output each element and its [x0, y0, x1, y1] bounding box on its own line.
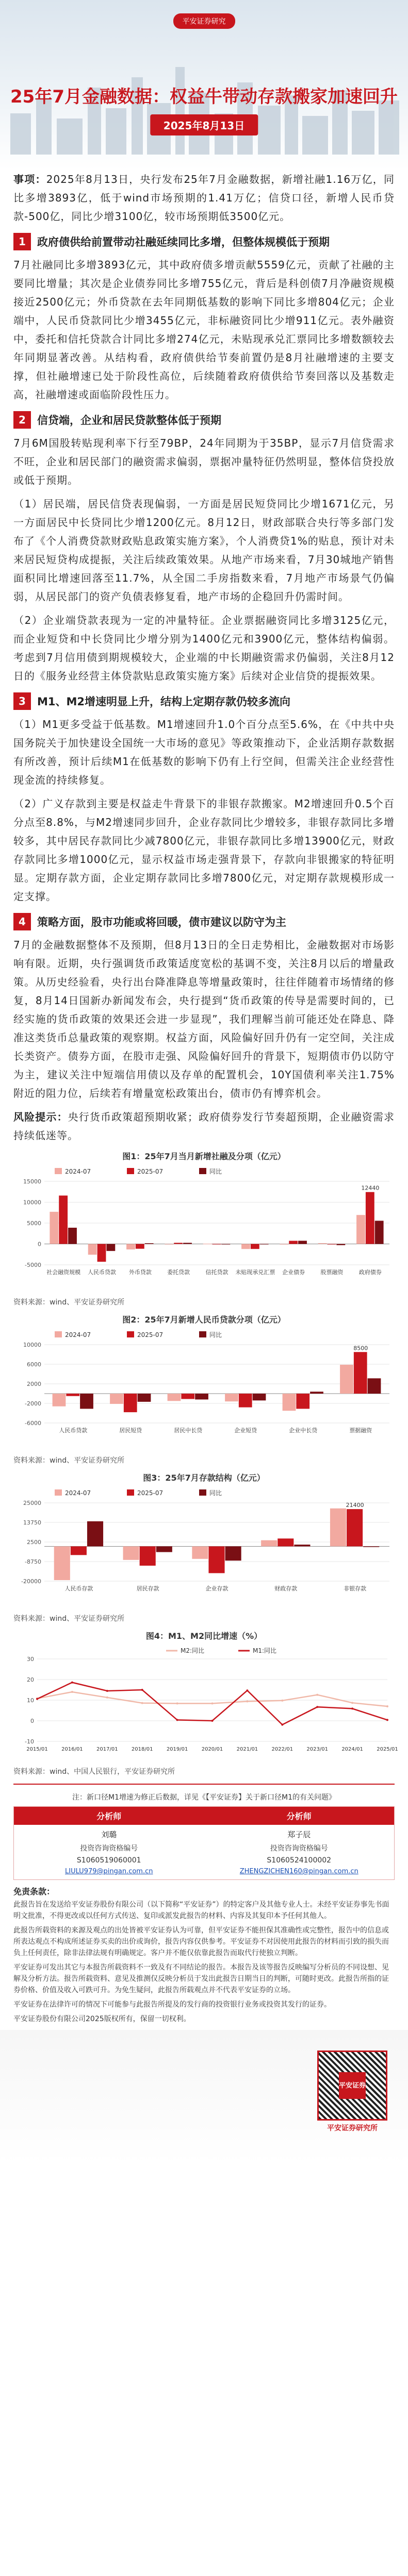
bar [278, 1538, 293, 1546]
bar [363, 1546, 379, 1547]
bar [97, 1244, 106, 1262]
analyst-table [13, 1806, 395, 1880]
x-tick-label: 外币贷款 [128, 1269, 152, 1276]
bar [340, 1365, 353, 1394]
bar [296, 1394, 309, 1409]
bar [54, 1546, 70, 1580]
data-point [36, 1698, 38, 1700]
bar [195, 1394, 208, 1399]
x-tick-label: 委托贷款 [167, 1269, 190, 1276]
x-tick-label: 2022/01 [271, 1747, 293, 1752]
bar [239, 1394, 252, 1408]
data-point [141, 1689, 143, 1691]
section-3-heading [13, 692, 395, 710]
y-tick-label: 0 [30, 1718, 34, 1724]
analyst-label: 分析师 [204, 1807, 395, 1825]
y-tick-label: -8750 [25, 1558, 41, 1565]
bar [59, 1196, 68, 1244]
legend-label: M1:同比 [253, 1647, 277, 1654]
report-date: 2025年8月13日 [150, 114, 258, 135]
data-point [246, 1689, 248, 1691]
y-tick-label: -5000 [25, 1262, 41, 1268]
data-point [316, 1694, 318, 1696]
data-point [176, 1719, 178, 1721]
analyst-email-link[interactable]: LIULU979@pingan.com.cn [65, 1868, 153, 1875]
data-point [386, 1705, 388, 1707]
section-2-paragraph-a: 7月6M国股转贴现利率下行至79BP，24年同期为于35BP，显示7月信贷需求不旺，企业和居民部门的融资需求偏弱，票据冲量特征仍然明显，整体信贷投放或低于预期。 [13, 437, 395, 486]
x-tick-label: 人民币存款 [64, 1585, 93, 1592]
analyst-cert: S1060519060001 [76, 1856, 141, 1865]
section-4-title: 策略方面，股市功能或将回暖，债市建议以防守为主 [37, 916, 286, 928]
chart-1 [13, 1150, 395, 1307]
qr-code[interactable] [317, 2050, 387, 2121]
x-tick-label: 人民币贷款 [59, 1427, 88, 1434]
data-point [246, 1700, 248, 1702]
y-tick-label: 15000 [23, 1178, 41, 1185]
bar [251, 1244, 259, 1249]
bar [347, 1509, 363, 1546]
y-tick-label: 25000 [23, 1500, 41, 1506]
section-3-title: M1、M2增速明显上升，结构上定期存款仍较多流向 [37, 696, 291, 708]
data-point [141, 1702, 143, 1704]
bar [298, 1241, 307, 1244]
bar [168, 1394, 181, 1401]
report-body [0, 170, 408, 2025]
disclaimer-text: 此报告旨在发送给平安证券股份有限公司（以下简称“平安证券”）的特定客户及其他专业人士。未经平安证券事先书面明文批准，不得更改或以任何方式传送、复印或派发此报告的材料、内容及其复印本予任何其他人。 [13, 1901, 389, 1920]
section-1-number: 1 [13, 233, 31, 250]
bar [253, 1394, 266, 1400]
x-tick-label: 2024/01 [341, 1747, 363, 1752]
x-tick-label: 未贴现承兑汇票 [235, 1269, 275, 1276]
divider-note: 注：新口径M1增速为修正后数据，详见《【平安证券】关于新口径M1的有关问题》 [72, 1793, 336, 1802]
section-4-heading [13, 913, 395, 930]
chart-4-source: 资料来源：wind、中国人民银行，平安证券研究所 [13, 1768, 175, 1776]
header-tag: 平安证券研究 [173, 13, 235, 29]
data-point [351, 1702, 353, 1704]
chart-4-svg [13, 1643, 398, 1762]
data-point [71, 1682, 73, 1684]
x-tick-label: 2025/01 [377, 1747, 398, 1752]
bar [124, 1394, 137, 1412]
events-paragraph [13, 170, 395, 226]
chart-3 [13, 1471, 395, 1623]
y-tick-label: 6000 [27, 1361, 41, 1368]
bar [50, 1212, 58, 1244]
y-tick-label: -6000 [25, 1420, 41, 1427]
risk-label: 风险提示： [13, 1111, 68, 1123]
bar [375, 1221, 384, 1244]
analyst-name: 刘璐 [101, 1830, 117, 1839]
events-label: 事项： [13, 173, 46, 185]
bar [356, 1215, 365, 1244]
legend-swatch [127, 1168, 134, 1174]
bar [208, 1546, 224, 1573]
x-tick-label: 企业存款 [205, 1585, 229, 1592]
chart-2-svg [13, 1327, 395, 1451]
section-4-paragraph: 7月的金融数据整体不及预期，但8月13日的全日走势相比，金融数据对市场影响有限。近期，央行强调货币政策适度宽松的基调不变，关注8月以后的增量政策。从历史经验看，央行出台降准降息等增量政策时，往往伴随着市场情绪的修复，8月14日国新办新闻发布会，央行提到“货币政策的传导是需要时间的，已经实施的货币政策的效果还会进一步显现”，我们理解当前可能还处在降息、降准这类货币总量政策的观察期。权益方面，风险偏好回升仍有一定空间，关注成长类资产。债券方面，在股市走强、风险偏好回升的背景下，短期债市仍以防守为主，建议关注中短端信用债以及存单的配置机会，10Y国债利率关注1.75%附近的阻力位，后续若有增量宽松政策出台，债市仍有博弈机会。 [13, 939, 395, 1099]
bar [138, 1394, 151, 1402]
legend-swatch [127, 1331, 134, 1337]
data-point [316, 1706, 318, 1708]
footer [0, 2030, 408, 2164]
bar [174, 1243, 183, 1244]
x-tick-label: 信托贷款 [205, 1269, 229, 1276]
x-tick-label: 居民短贷 [119, 1427, 142, 1434]
legend-label: 同比 [209, 1331, 222, 1338]
legend-swatch [55, 1489, 62, 1496]
legend-label: 2025-07 [137, 1168, 164, 1175]
analyst-label: 分析师 [14, 1807, 204, 1825]
chart-2 [13, 1313, 395, 1465]
data-label: 12440 [361, 1184, 380, 1192]
x-tick-label: 居民中长贷 [174, 1427, 203, 1434]
y-tick-label: 2000 [27, 1381, 41, 1387]
bar [87, 1521, 103, 1547]
bar [241, 1244, 250, 1249]
x-tick-label: 2023/01 [306, 1747, 328, 1752]
bar [140, 1546, 156, 1565]
analyst-card [14, 1807, 204, 1879]
legend-swatch [55, 1168, 62, 1174]
data-label: 21400 [346, 1502, 364, 1509]
section-2-paragraph-c: （2）企业端贷款表现为一定的冲量特征。企业票据融资同比多增3125亿元，而企业短贷和中长贷同比少增分别为1400亿元和3900亿元，整体结构偏弱。考虑到7月信用债到期规模较大，企业端的中长期融资需求仍偏弱，关注8月12日的《服务业经营主体贷款贴息政策实施方案》后续对企业信贷的提振效果。 [13, 614, 395, 682]
chart-4 [13, 1630, 398, 1776]
bar [66, 1394, 79, 1396]
data-point [211, 1720, 214, 1722]
y-tick-label: 10000 [23, 1199, 41, 1206]
section-3-number: 3 [13, 692, 31, 710]
bar [53, 1394, 66, 1406]
copyright: 平安证券股份有限公司2025版权所有，保留一切权利。 [13, 2015, 191, 2023]
section-3-paragraph-a: （1）M1更多受益于低基数。M1增速回升1.0个百分点至5.6%，在《中共中央国务院关于加快建设全国统一大市场的意见》等政策推动下，企业活期存款数据有所改善，预计后续M1在低基数的影响下仍有上行空间，但需关注企业经营性现金流的持续修复。 [13, 718, 395, 786]
x-tick-label: 企业短贷 [234, 1427, 257, 1434]
legend-swatch [127, 1489, 134, 1496]
qr-badge: 平安证券 [339, 2072, 366, 2099]
bar [280, 1244, 288, 1245]
data-point [106, 1690, 108, 1692]
y-tick-label: 13750 [23, 1519, 41, 1526]
x-tick-label: 2018/01 [131, 1747, 153, 1752]
section-4-number: 4 [13, 913, 31, 930]
x-tick-label: 居民存款 [136, 1585, 159, 1592]
bar [261, 1540, 277, 1547]
x-tick-label: 非银存款 [344, 1585, 367, 1592]
qr-caption: 平安证券研究所 [327, 2124, 378, 2132]
legend-label: 同比 [209, 1168, 222, 1175]
section-1-title: 政府债供给前置带动社融延续同比多增，但整体规模低于预期 [37, 236, 330, 248]
bar [123, 1546, 139, 1560]
bar [136, 1244, 144, 1249]
bar [126, 1244, 135, 1250]
bar [330, 1509, 346, 1547]
chart-4-title: 图4：M1、M2同比增速（%） [145, 1631, 263, 1641]
x-tick-label: 2020/01 [201, 1747, 223, 1752]
chart-2-source: 资料来源：wind、平安证券研究所 [13, 1456, 125, 1465]
bar [68, 1228, 77, 1244]
city-skyline-illustration [0, 67, 408, 155]
y-tick-label: -2000 [25, 1400, 41, 1407]
analyst-cert-label: 投资咨询资格编号 [270, 1844, 328, 1853]
section-3-paragraph-b: （2）广义存款到主要是权益走牛背景下的非银存款搬家。M2增速回升0.5个百分点至8.8%，与M2增速同步回升，企业存款同比少增较多，非银存款同比多增较多，其中居民存款同比少减7800亿元，非银存款同比多增13900亿元，财政存款同比多增1000亿元，显示权益市场走强背景下，存款向非银搬家的特征明显。定期存款方面，企业定期存款同比多增7800亿元，对定期存款规模形成一定支撑。 [13, 798, 395, 903]
analyst-cert-label: 投资咨询资格编号 [80, 1844, 138, 1853]
chart-3-title: 图3：25年7月存款结构（亿元） [143, 1473, 265, 1483]
chart-3-svg [13, 1485, 395, 1609]
risk-text: 央行货币政策超预期收紧；政府债券发行节奏超预期，企业融资需求持续低迷等。 [13, 1111, 395, 1142]
bar [368, 1378, 381, 1394]
analyst-email-link[interactable]: ZHENGZICHEN160@pingan.com.cn [239, 1868, 358, 1875]
x-tick-label: 财政存款 [274, 1585, 298, 1592]
data-point [386, 1719, 388, 1721]
x-tick-label: 2021/01 [236, 1747, 258, 1752]
analyst-name: 郑子辰 [287, 1830, 311, 1839]
bar [283, 1394, 296, 1411]
disclaimer-text: 平安证券在法律许可的情况下可能参与此报告所提及的发行商的投资银行业务或投资其发行的证券。 [13, 2001, 331, 2009]
disclaimer-text: 此报告所载资料的来源及观点的出处皆被平安证券认为可靠，但平安证券不能担保其准确性或完整性，报告中的信息或所表达观点不构成所述证券买卖的出价或询价，报告内容仅供参考。平安证券不对因使用此报告的材料而引致的损失而负上任何责任，除非法律法规有明确规定。客户并不能仅依靠此报告而取代行使独立判断。 [13, 1926, 389, 1957]
bar [310, 1392, 323, 1394]
data-point [281, 1700, 283, 1702]
data-point [351, 1707, 353, 1709]
analyst-cert: S1060524100002 [267, 1856, 332, 1865]
legend-label: 同比 [209, 1489, 222, 1497]
x-tick-label: 企业债券 [282, 1269, 305, 1276]
y-tick-label: 0 [38, 1241, 41, 1248]
page-title: 25年7月金融数据：权益牛带动存款搬家加速回升 [10, 87, 398, 107]
y-tick-label: 30 [27, 1656, 34, 1663]
legend-label: 2024-07 [65, 1331, 91, 1338]
legend-label: 2024-07 [65, 1489, 91, 1497]
data-point [176, 1702, 178, 1704]
bar [328, 1244, 336, 1245]
bar [80, 1394, 93, 1409]
legend-swatch [199, 1168, 206, 1174]
x-tick-label: 企业中长贷 [289, 1427, 318, 1434]
y-tick-label: 10 [27, 1697, 34, 1704]
section-1-paragraph: 7月社融同比多增3893亿元，其中政府债多增贡献5559亿元，贡献了社融的主要同比增量；其次是企业债券同比多增755亿元，背后是科创债7月净融资规模接近2500亿元；外币贷款在去年同期低基数的影响下同比多增804亿元；企业端中，人民币贷款同比少增3455亿元，非标融资同比少增911亿元。表外融资中，委托和信托贷款合计同比多增274亿元，未贴现承兑汇票同比多增数额较去年同期显著改善。从结构看，政府债供给节奏前置仍是8月社融增速的主要支撑，但社融增速已处于阶段性高位，后续随着政府债供给节奏回落以及基数走高，社融增速或面临阶段性压力。 [13, 259, 395, 401]
bar [366, 1192, 374, 1244]
data-point [106, 1697, 108, 1699]
section-2-heading [13, 411, 395, 429]
data-point [71, 1691, 73, 1693]
x-tick-label: 2015/01 [26, 1747, 48, 1752]
bar [71, 1546, 87, 1555]
bar [318, 1243, 327, 1244]
chart-3-source: 资料来源：wind、平安证券研究所 [13, 1615, 125, 1623]
y-tick-label: -20000 [21, 1578, 41, 1585]
bar [181, 1394, 194, 1399]
section-2-title: 信贷端，企业和居民贷款整体低于预期 [37, 414, 221, 427]
bar [221, 1244, 230, 1245]
bar [145, 1243, 154, 1244]
bar [106, 1244, 115, 1251]
section-1-heading [13, 233, 395, 250]
data-point [281, 1724, 283, 1726]
bar [183, 1243, 192, 1244]
chart-1-source: 资料来源：wind、平安证券研究所 [13, 1298, 125, 1307]
bar [354, 1352, 367, 1394]
x-tick-label: 人民币贷款 [88, 1269, 116, 1276]
bar [156, 1546, 172, 1552]
y-tick-label: 2500 [27, 1539, 41, 1546]
x-tick-label: 2017/01 [96, 1747, 118, 1752]
x-tick-label: 2016/01 [61, 1747, 83, 1752]
y-tick-label: -10 [25, 1738, 34, 1745]
legend-swatch [199, 1489, 206, 1496]
bar [294, 1545, 310, 1546]
section-2-paragraph-b: （1）居民端，居民信贷表现偏弱，一方面是居民短贷同比少增1671亿元，另一方面居民中长贷同比少增1200亿元。8月12日，财政部联合央行等多部门发布了《个人消费贷款财政贴息政策实施方案》，个人消费贷1%的贴息，预计对未来居民短贷构成提振，关注后续政策效果。从地产市场来看，7月30城地产销售面积同比增速回落至11.7%，从全国二手房指数来看，7月地产市场景气仍偏弱，从居民部门的资产负债表修复看，地产市场的企稳回升仍需时间。 [13, 498, 395, 603]
x-tick-label: 社会融资规模 [46, 1269, 81, 1276]
risk-paragraph [13, 1108, 395, 1145]
divider [13, 1784, 395, 1785]
bar [225, 1546, 241, 1561]
bar [88, 1244, 97, 1255]
legend-swatch [199, 1331, 206, 1337]
disclaimer-title: 免责条款： [13, 1887, 55, 1896]
bar [336, 1244, 345, 1245]
y-tick-label: 20 [27, 1676, 34, 1683]
events-text: 2025年8月13日，央行发布25年7月金融数据，新增社融1.16万亿，同比多增3893亿，低于wind市场预期的1.41万亿；信贷口径，新增人民币贷款-500亿，同比少增3100亿，较市场预期低3500亿元。 [13, 173, 395, 223]
x-tick-label: 股票融资 [320, 1269, 344, 1276]
bar [110, 1394, 123, 1404]
legend-label: M2:同比 [181, 1647, 205, 1654]
section-2-number: 2 [13, 411, 31, 429]
x-tick-label: 票据融资 [349, 1427, 372, 1434]
y-tick-label: 5000 [27, 1220, 41, 1227]
legend-label: 2025-07 [137, 1489, 164, 1497]
chart-1-svg [13, 1164, 395, 1293]
header-banner [0, 0, 408, 170]
bar [225, 1394, 238, 1401]
legend-label: 2025-07 [137, 1331, 164, 1338]
y-tick-label: 10000 [23, 1342, 41, 1348]
legend-label: 2024-07 [65, 1168, 91, 1175]
bar [289, 1241, 298, 1244]
data-label: 8500 [353, 1345, 368, 1352]
chart-2-title: 图2：25年7月新增人民币贷款分项（亿元） [122, 1315, 286, 1325]
data-point [211, 1702, 214, 1704]
analyst-card [204, 1807, 395, 1879]
chart-1-title: 图1：25年7月当月新增社融及分项（亿元） [122, 1151, 286, 1161]
legend-swatch [55, 1331, 62, 1337]
bar [192, 1546, 208, 1558]
disclaimer-text: 平安证券可发出其它与本报告所载资料不一致及有不同结论的报告。本报告及该等报告反映编写分析员的不同设想、见解及分析方法。报告所载资料、意见及推测仅反映分析员于发出此报告日期当日的判断，可随时更改。此报告所指的证券价格、价值及收入可跌可升。为免生疑问，此报告所载观点并不代表平安证券的立场。 [13, 1963, 389, 1994]
x-tick-label: 2019/01 [166, 1747, 188, 1752]
x-tick-label: 政府债券 [358, 1269, 382, 1276]
